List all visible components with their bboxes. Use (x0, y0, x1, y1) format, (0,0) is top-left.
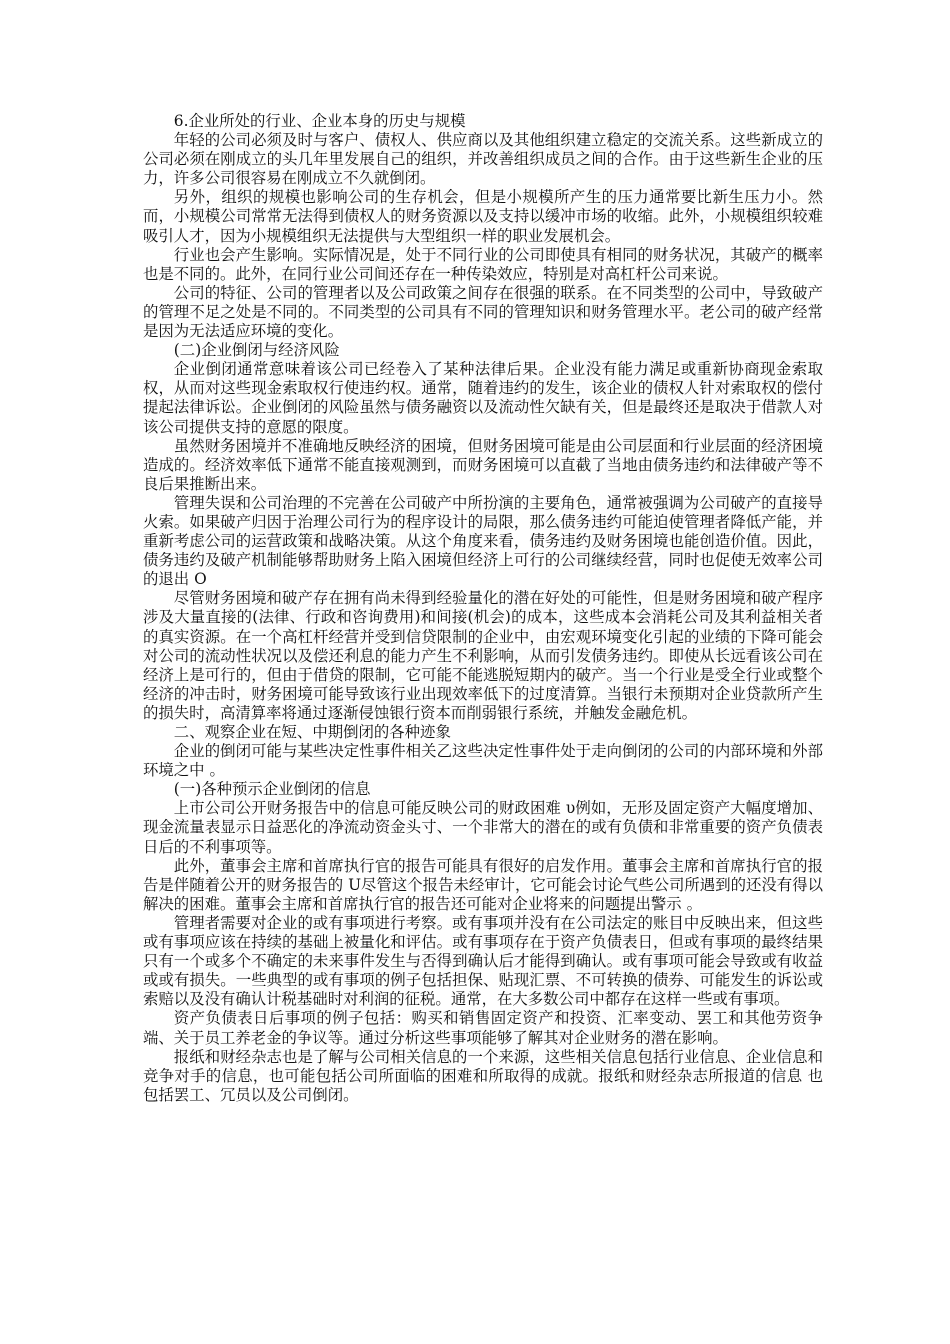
paragraph: 年轻的公司必须及时与客户、债权人、供应商以及其他组织建立稳定的交流关系。这些新成立的公司必须在刚成立的头几年里发展自己的组织，并改善组织成员之间的合作。由于这些新生企业的压力，许多公司很容易在刚成立不久就倒闭。 (143, 131, 823, 188)
document-body (143, 112, 823, 1105)
section-heading: (一)各种预示企业倒闭的信息 (173, 780, 371, 799)
paragraph: 上市公司公开财务报告中的信息可能反映公司的财政困难 υ例如，无形及固定资产大幅度增加、现金流量表显示日益恶化的净流动资金头寸、一个非常大的潜在的或有负债和非常重要的资产负债表日后的不利事项等。 (143, 799, 823, 856)
paragraph: 此外，董事会主席和首席执行官的报告可能具有很好的启发作用。董事会主席和首席执行官的报告是伴随着公开的财务报告的 U尽管这个报告未经审计，它可能会讨论气些公司所遇到的还没有得以解决的困难。董事会主席和首席执行官的报告还可能对企业将来的问题提出警示 。 (143, 856, 823, 913)
paragraph: 另外，组织的规模也影响公司的生存机会，但是小规模所产生的压力通常要比新生压力小。然而，小规模公司常常无法得到债权人的财务资源以及支持以缓冲市场的收缩。此外，小规模组织较难吸引人才，因为小规模组织无法提供与大型组织一样的职业发展机会。 (143, 188, 823, 245)
paragraph: 行业也会产生影响。实际情况是，处于不同行业的公司即使具有相同的财务状况，其破产的概率也是不同的。此外，在同行业公司间还存在一种传染效应，特别是对高杠杆公司来说。 (143, 245, 823, 283)
paragraph: 报纸和财经杂志也是了解与公司相关信息的一个来源，这些相关信息包括行业信息、企业信息和竞争对手的信息，也可能包括公司所面临的困难和所取得的成就。报纸和财经杂志所报道的信息 也包括罢工、冗员以及公司倒闭。 (143, 1047, 823, 1104)
paragraph: 企业的倒闭可能与某些决定性事件相关乙这些决定性事件处于走向倒闭的公司的内部环境和外部环境之中 。 (143, 742, 823, 780)
section-heading: 二、观察企业在短、中期倒闭的各种迹象 (173, 723, 451, 741)
section-heading: (二)企业倒闭与经济风险 (173, 341, 340, 360)
paragraph: 企业倒闭通常意味着该公司已经卷入了某种法律后果。企业没有能力满足或重新协商现金索取权，从而对这些现金索取权行使违约权。通常，随着违约的发生，该企业的债权人针对索取权的偿付提起法律诉讼。企业倒闭的风险虽然与债务融资以及流动性欠缺有关，但是最终还是取决于借款人对该公司提供支持的意愿的限度。 (143, 360, 823, 436)
paragraph: 虽然财务困境并不准确地反映经济的困境，但财务困境可能是由公司层面和行业层面的经济困境造成的。经济效率低下通常不能直接观测到，而财务困境可以直截了当地由债务违约和法律破产等不良后果推断出来。 (143, 436, 823, 493)
paragraph: 公司的特征、公司的管理者以及公司政策之间存在很强的联系。在不同类型的公司中，导致破产的管理不足之处是不同的。不同类型的公司具有不同的管理知识和财务管理水平。老公司的破产经常是因为无法适应环境的变化。 (143, 283, 823, 341)
paragraph: 尽管财务困境和破产存在拥有尚未得到经验量化的潜在好处的可能性，但是财务困境和破产程序涉及大量直接的(法律、行政和咨询费用)和间接(机会)的成本，这些成本会消耗公司及其利益相关者的真实资源。在一个高杠杆经营并受到信贷限制的企业中，由宏观环境变化引起的业绩的下降可能会对公司的流动性状况以及偿还利息的能力产生不利影响，从而引发债务违约。即使从长远看该公司在经济上是可行的，但由于借贷的限制，它可能不能逃脱短期内的破产。当一个行业是受全行业或整个经济的冲击时，财务困境可能导致该行业出现效率低下的过度清算。当银行未预期对企业贷款所产生的损失时，高清算率将通过逐渐侵蚀银行资本而削弱银行系统，并触发金融危机。 (143, 589, 823, 722)
section-heading: 6.企业所处的行业、企业本身的历史与规模 (173, 112, 466, 130)
paragraph: 管理失误和公司治理的不完善在公司破产中所扮演的主要角色，通常被强调为公司破产的直接导火索。如果破产归因于治理公司行为的程序设计的局限，那么债务违约可能迫使管理者降低产能，并重新考虑公司的运营政策和战略决策。从这个角度来看，债务违约及财务困境也能创造价值。因此，债务违约及破产机制能够帮助财务上陷入困境但经济上可行的公司继续经营，同时也促使无效率公司的退出 O (143, 493, 823, 589)
paragraph: 资产负债表日后事项的例子包括：购买和销售固定资产和投资、汇率变动、罢工和其他劳资争端、关于员工养老金的争议等。通过分析这些事项能够了解其对企业财务的潜在影响。 (143, 1009, 823, 1047)
paragraph: 管理者需要对企业的或有事项进行考察。或有事项并没有在公司法定的账目中反映出来，但这些或有事项应该在持续的基础上被量化和评估。或有事项存在于资产负债表日，但或有事项的最终结果只有一个或多个不确定的未来事件发生与否得到确认后才能得到确认。或有事项可能会导致或有收益或或有损失。一些典型的或有事项的例子包括担保、贴现汇票、不可转换的债券、可能发生的诉讼或索赔以及没有确认计税基础时对利润的征税。通常，在大多数公司中都存在这样一些或有事项。 (143, 913, 823, 1009)
